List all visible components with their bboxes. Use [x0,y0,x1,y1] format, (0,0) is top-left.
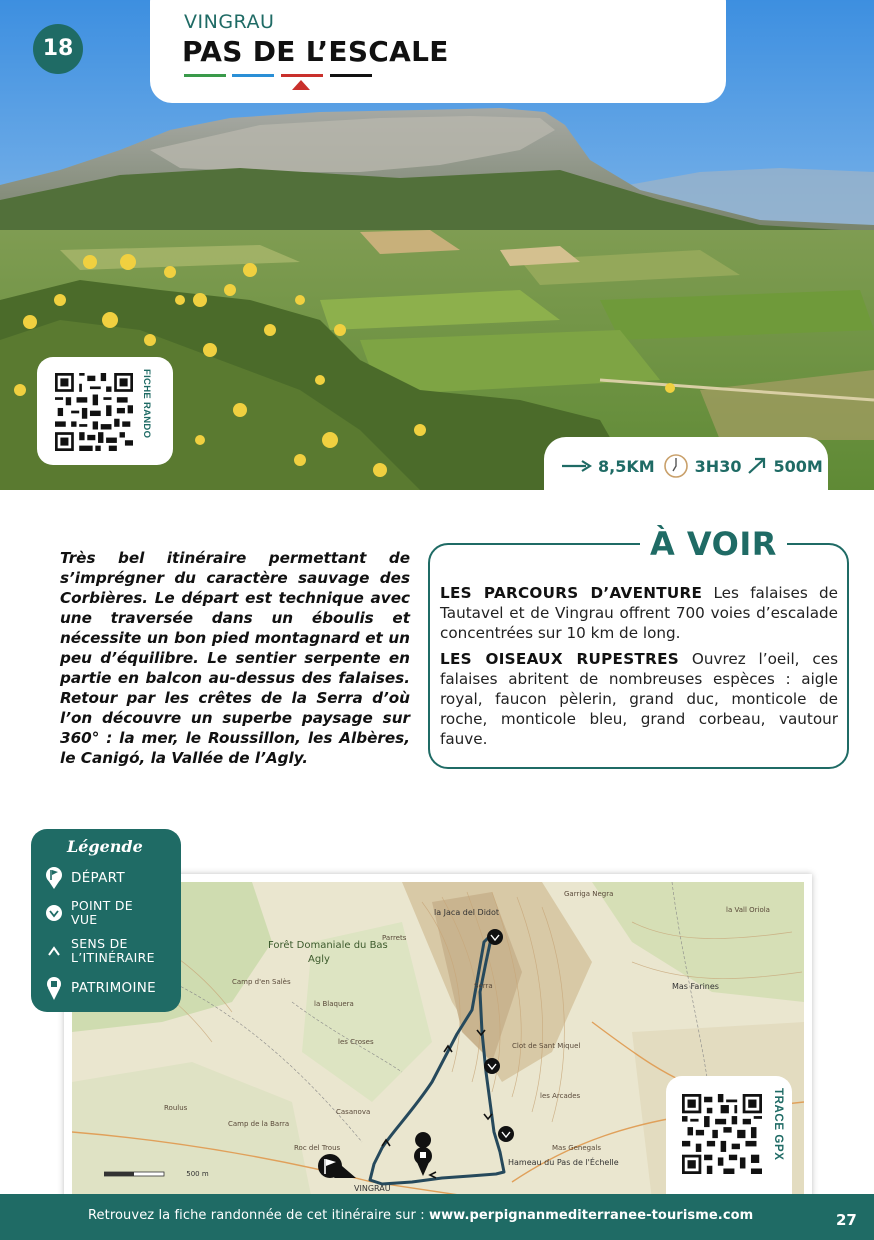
a-voir-item-text: Ouvrez l’oeil, ces falaises abritent de nombreuses espèces : aigle royal, faucon pèlerin, grand duc, monticole de roche, monticole bleu, grand corbeau, vautour fauve. [440,650,838,748]
clock-icon [663,453,689,479]
footer-url-link[interactable]: www.perpignanmediterranee-tourisme.com [428,1208,754,1223]
difficulty-bar-green [184,74,226,77]
route-stats [544,437,828,497]
viewpoint-marker[interactable] [487,929,503,945]
distance-value: 8,5KM [598,456,655,476]
elevation-arrow-icon [747,457,767,475]
difficulty-bar-red [281,74,323,77]
footer-prefix: Retrouvez la fiche randonnée de cet itinéraire sur : [88,1208,429,1223]
legend-item-depart [45,867,125,889]
legend-label: DÉPART [71,870,125,886]
map-scale [104,1170,209,1178]
difficulty-bar-black [330,74,372,77]
map-label: Hameau du Pas de l'Échelle [508,1158,619,1167]
map-label: Mas Farines [672,982,719,991]
legend-label: PATRIMOINE [71,980,156,996]
map-label: Agly [308,954,330,965]
route-number-badge: 18 [33,24,83,74]
legend-item-patrimoine [45,977,156,999]
svg-text:TRACE GPX: TRACE GPX [772,1088,784,1161]
a-voir-title: À VOIR [640,525,787,563]
a-voir-item-heading: LES PARCOURS D’AVENTURE [440,584,703,602]
map-label: les Croses [338,1038,374,1046]
map-label: Casanova [336,1108,371,1116]
map-label: Roc del Trous [294,1144,341,1152]
qr-code-icon[interactable] [682,1094,762,1174]
viewpoint-icon [45,902,63,924]
title-card [150,0,726,103]
map-label: Clot de Sant Miquel [512,1042,581,1050]
distance-arrow-icon [562,459,592,473]
svg-text:FICHE RANDO: FICHE RANDO [141,369,152,439]
map-label: la Blaquera [314,1000,354,1008]
viewpoint-marker[interactable] [484,1058,500,1074]
map-label: la Jaca del Didot [434,908,500,917]
a-voir-item-text: Les falaises de Tautavel et de Vingrau offrent 700 voies d’escalade concentrées sur 10 km de long. [440,584,838,642]
scale-bar-icon [104,1170,184,1178]
map-label: la Vall Oriola [726,906,770,914]
qr-rando-label [129,367,159,457]
town-name: VINGRAU [184,11,275,33]
map-label: Camp de la Barra [228,1120,290,1128]
viewpoint-marker[interactable] [498,1126,514,1142]
footer-text [88,1208,753,1223]
direction-chevron-icon [45,940,63,962]
legend-label: SENS DE L’ITINÉRAIRE [71,936,155,965]
map-label: les Arcades [540,1092,581,1100]
page-number: 27 [836,1211,857,1229]
a-voir-box [428,525,849,769]
map-label: VINGRAU [354,1184,391,1193]
intro-paragraph: Très bel itinéraire permettant de s’imprégner du caractère sauvage des Corbières. Le départ est technique avec une traversée dans un éboulis et nécessite un bon pied montagnard et un peu d’équilibre. Le sentier serpente en partie en balcon au-dessus des falaises. Retour par les crêtes de la Serra d’où l’on découvre un superbe paysage sur 360° : la mer, le Roussillon, les Albères, le Canigó, la Vallée de l’Agly. [60,549,410,767]
heritage-pin-icon [45,977,63,999]
map-label: Garriga Negra [564,890,614,898]
scale-label: 500 m [186,1170,209,1178]
difficulty-marker-icon [292,80,310,90]
a-voir-item [440,583,838,643]
legend-item-sens [45,937,181,965]
map-label: Parrets [382,934,407,942]
map-label: Camp d'en Salès [232,978,291,986]
page-footer [0,1194,874,1240]
legend-title: Légende [67,837,143,856]
a-voir-item [440,649,838,749]
map-legend [31,829,181,1012]
qr-gpx-label [762,1086,788,1178]
difficulty-bar-blue [232,74,274,77]
legend-label: POINT DE VUE [71,898,133,927]
flag-pin-icon [45,867,63,889]
difficulty-bars [184,74,374,78]
page-title: PAS DE L’ESCALE [182,35,449,68]
a-voir-body [440,583,838,755]
qr-gpx-card[interactable] [666,1076,792,1196]
elevation-value: 500M [773,456,823,476]
a-voir-item-heading: LES OISEAUX RUPESTRES [440,650,680,668]
duration-value: 3H30 [694,456,742,476]
map-label: Roulus [164,1104,188,1112]
qr-rando-card[interactable] [37,357,173,465]
legend-item-point-de-vue [45,899,141,927]
map-label: Serra [474,982,493,990]
qr-code-icon[interactable] [55,373,133,451]
map-label: Forêt Domaniale du Bas [268,940,388,951]
map-label: Mas Genegals [552,1144,601,1152]
